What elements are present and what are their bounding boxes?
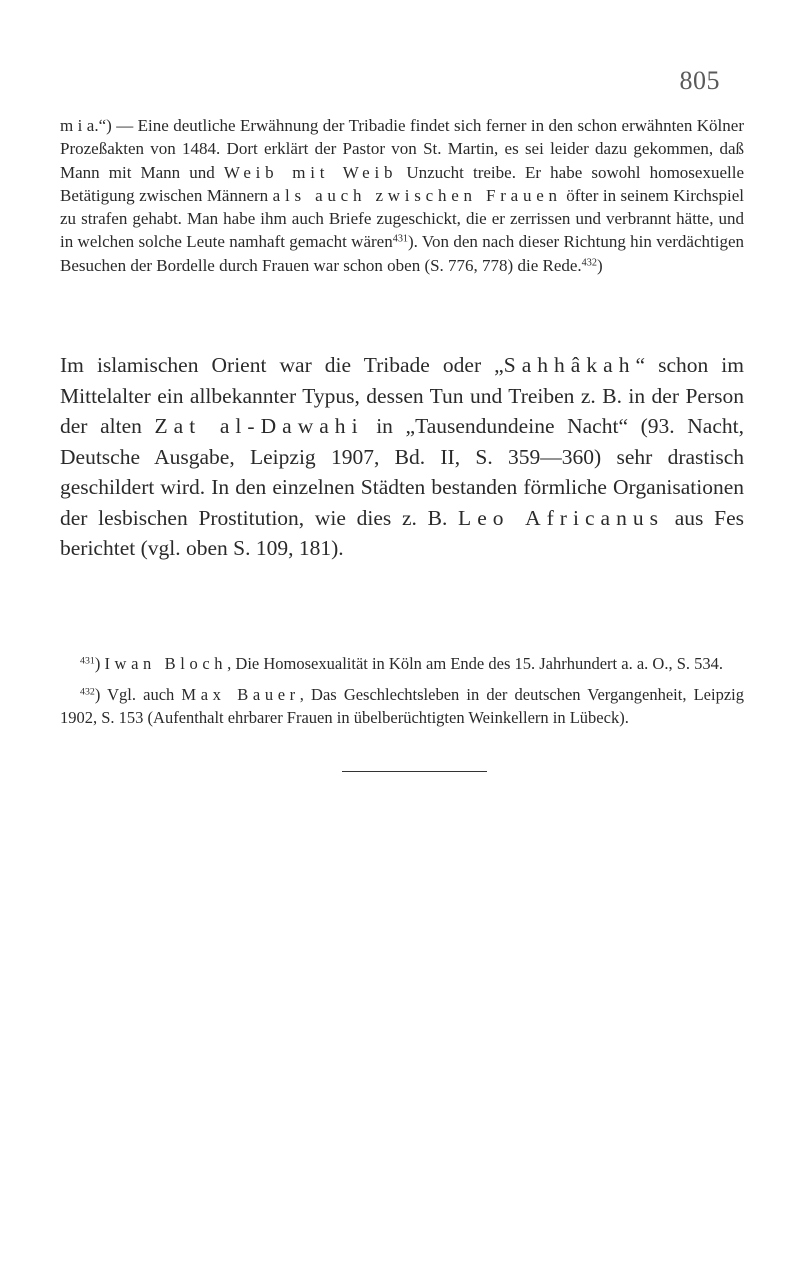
text-run: in „Tausendundeine Nacht“ (93. Nacht, Deutsche Ausgabe, Leipzig 1907, Bd. II, S. 359—360) sehr drastisch geschildert wird. In den einzelnen Städten bestanden förmliche Organisationen der lesbischen Prostitution, wie dies z. B. (60, 414, 744, 530)
spaced-emphasis: als auch zwischen Frauen (272, 185, 562, 205)
section-rule (342, 771, 487, 772)
text-run: ) (596, 255, 603, 275)
footnote-ref-431: 431 (392, 233, 408, 245)
text-run: ). Von den nach dieser Richtung hin verdächtigen Besuchen der Bordelle durch Frauen war schon oben (S. 776, 778) die Rede. (60, 232, 744, 275)
footnote-text: , Die Homosexualität in Köln am Ende des 15. Jahrhundert a. a. O., S. 534. (227, 654, 723, 673)
paragraph-islamic-orient (60, 350, 744, 564)
text-run: m i a.“) — Eine deutliche Erwähnung der Tribadie findet sich ferner in den schon erwähnten Kölner Prozeßakten von 1484. Dort erklärt der Pastor von St. Martin, es sei leider dazu gekommen, daß Mann mit Mann und (60, 116, 744, 182)
footnote-text: , Das Geschlechtsleben in der deutschen Vergangenheit, Leipzig 1902, S. 153 (Aufenthalt ehrbarer Frauen in übelberüchtigten Weinkellern in Lübeck). (60, 685, 744, 727)
text-run: “ schon im Mittelalter ein allbekannter Typus, dessen Tun und Treiben z. B. in der Person der alten (60, 353, 744, 438)
footnote-prefix: ) Vgl. auch (94, 685, 182, 704)
footnote-author: Iwan Bloch (104, 654, 228, 673)
text-run: aus Fes berichtet (vgl. oben S. 109, 181). (60, 505, 745, 560)
spaced-emphasis: Leo Africanus (458, 505, 665, 530)
footnote-432 (60, 683, 744, 729)
footnotes (60, 652, 744, 729)
text-run: Unzucht treibe. Er habe sowohl homosexuelle Betätigung zwischen Männern (60, 162, 744, 205)
spaced-emphasis: Zat al-Dawahi (154, 414, 364, 438)
footnote-number: 432 (80, 686, 95, 698)
paragraph-continuation (60, 114, 744, 277)
footnote-ref-432: 432 (581, 257, 597, 269)
footnote-number: 431 (80, 655, 95, 667)
footnote-author: Max Bauer (181, 685, 300, 704)
spaced-emphasis: Sahhâkah (503, 353, 636, 377)
spaced-emphasis: Weib mit Weib (223, 162, 398, 182)
page-number: 805 (679, 66, 720, 95)
text-run: öfter in seinem Kirchspiel zu strafen gehabt. Man habe ihm auch Briefe zugeschickt, die er zerrissen und verbrannt hätte, und in welchen solche Leute namhaft gemacht wären (60, 185, 745, 252)
footnote-431: $^{431}$) Iwan Bloch, Die Homosexualität in Köln am Ende des 15. Jahrhundert a. a. O., S. 534. (80, 654, 723, 673)
text-run: Im islamischen Orient war die Tribade oder „ (60, 353, 504, 377)
